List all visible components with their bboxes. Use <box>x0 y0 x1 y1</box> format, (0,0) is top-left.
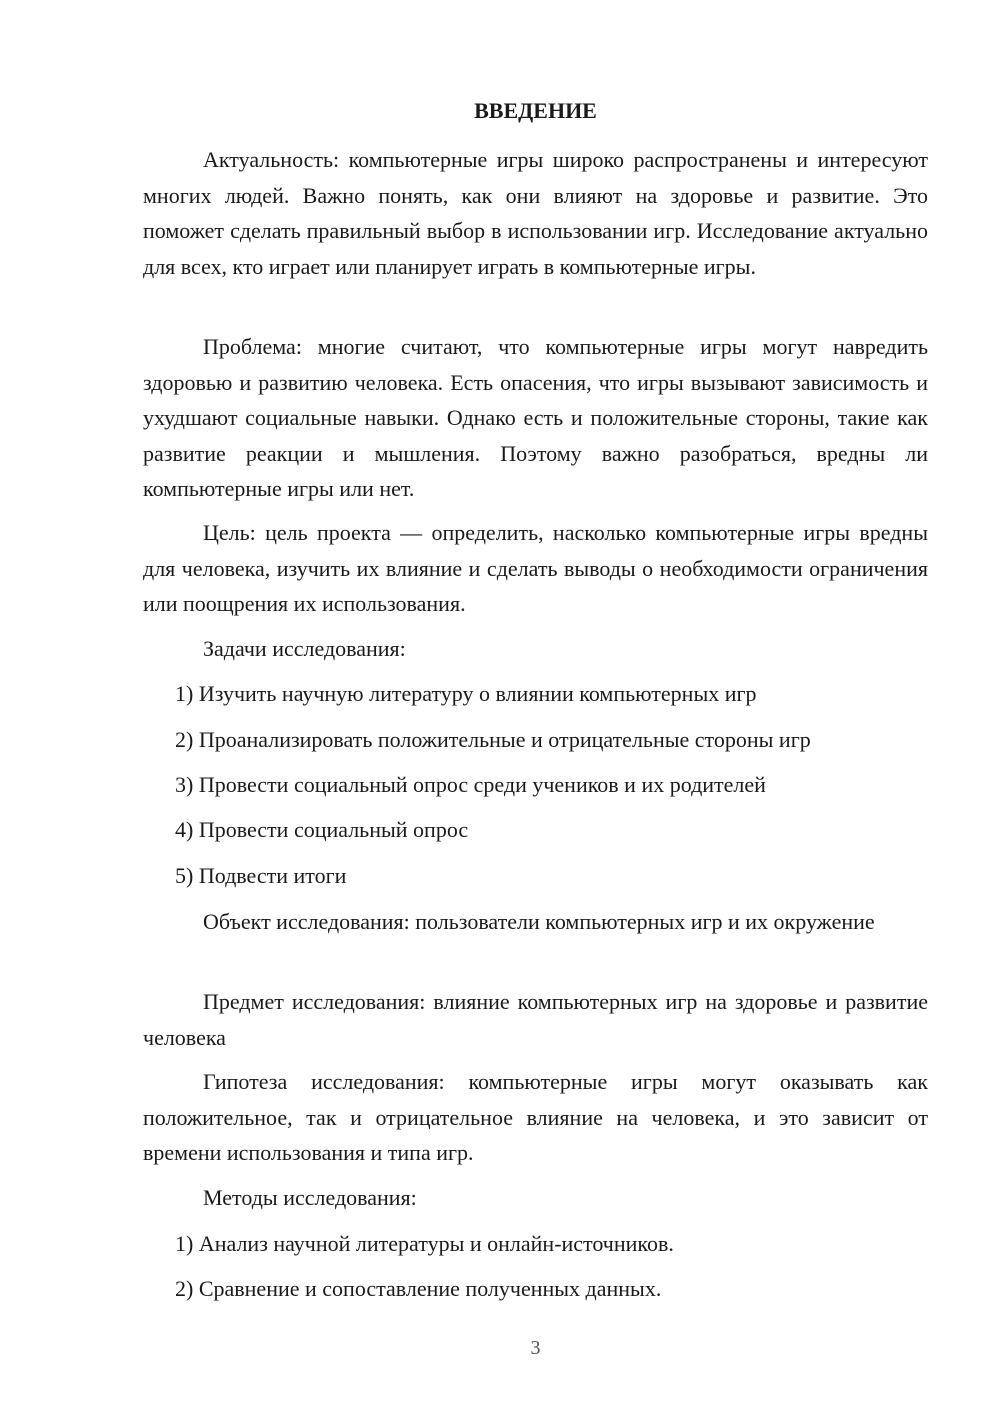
task-item-2: 2) Проанализировать положительные и отрицательные стороны игр <box>175 727 811 752</box>
paragraph-object: Объект исследования: пользователи компьютерных игр и их окружение <box>203 909 875 934</box>
method-item-2: 2) Сравнение и сопоставление полученных данных. <box>175 1276 662 1301</box>
page-title: ВВЕДЕНИЕ <box>474 98 597 123</box>
paragraph-subject: Предмет исследования: влияние компьютерных игр на здоровье и развитие человека <box>143 989 928 1050</box>
paragraph-problem: Проблема: многие считают, что компьютерные игры могут навредить здоровью и развитию человека. Есть опасения, что игры вызывают зависимость и ухудшают социальные навыки. Однако есть и положительные стороны, такие как развитие реакции и мышления. Поэтому важно разобраться, вредны ли компьютерные игры или нет. <box>143 334 928 501</box>
paragraph-hypothesis: Гипотеза исследования: компьютерные игры могут оказывать как положительное, так и отрицательное влияние на человека, и это зависит от времени использования и типа игр. <box>143 1069 928 1165</box>
paragraph-goal: Цель: цель проекта — определить, насколько компьютерные игры вредны для человека, изучить их влияние и сделать выводы о необходимости ограничения или поощрения их использования. <box>143 520 928 616</box>
paragraph-relevance: Актуальность: компьютерные игры широко распространены и интересуют многих людей. Важно понять, как они влияют на здоровье и развитие. Это поможет сделать правильный выбор в использовании игр. Исследование актуально для всех, кто играет или планирует играть в компьютерные игры. <box>143 147 928 279</box>
task-item-3: 3) Провести социальный опрос среди учеников и их родителей <box>175 772 766 797</box>
task-item-4: 4) Провести социальный опрос <box>175 817 469 842</box>
tasks-heading: Задачи исследования: <box>203 636 406 661</box>
task-item-1: 1) Изучить научную литературу о влиянии компьютерных игр <box>175 681 757 706</box>
method-item-1: 1) Анализ научной литературы и онлайн-источников. <box>175 1231 674 1256</box>
task-item-5: 5) Подвести итоги <box>175 863 347 888</box>
page-number: 3 <box>530 1337 541 1359</box>
methods-heading: Методы исследования: <box>203 1185 417 1210</box>
